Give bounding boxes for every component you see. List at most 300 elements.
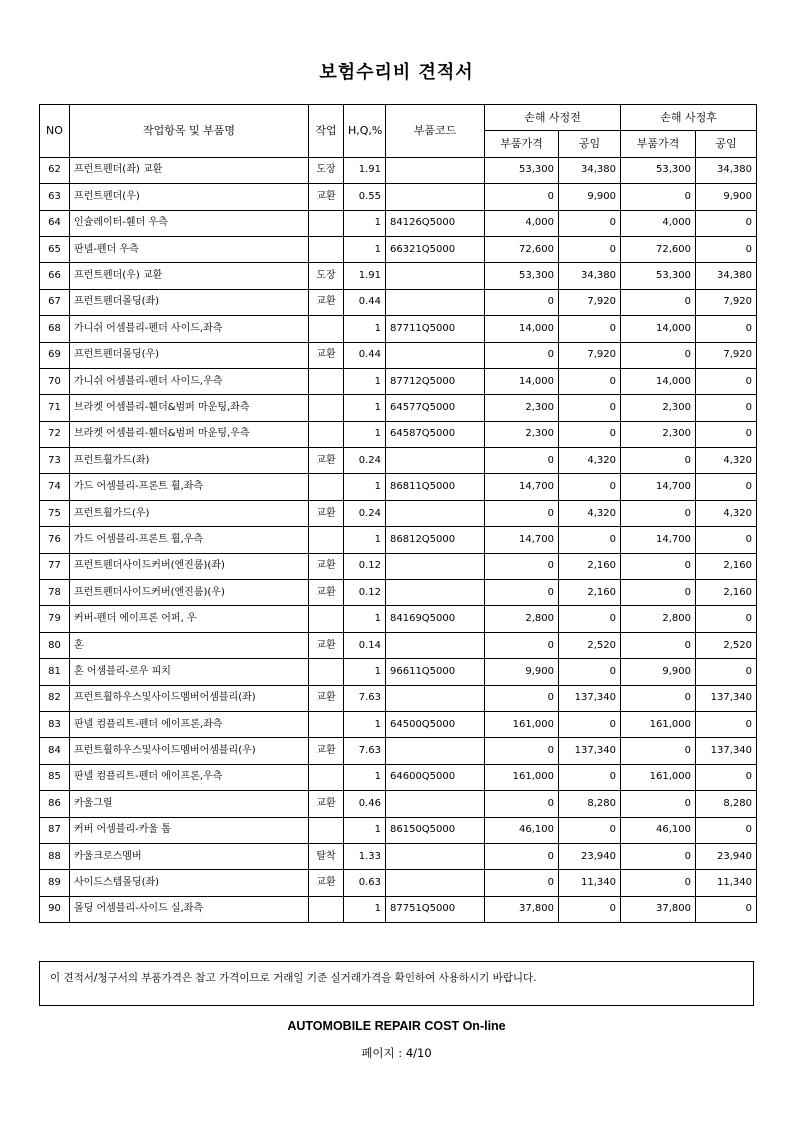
row-no: 69 — [40, 342, 70, 368]
row-part-code: 66321Q5000 — [386, 236, 485, 262]
table-row — [40, 843, 757, 869]
row-before-labor: 8,280 — [559, 791, 621, 817]
row-after-part-price: 14,000 — [621, 368, 696, 394]
row-after-part-price: 0 — [621, 342, 696, 368]
row-work-type: 교환 — [309, 632, 344, 658]
row-no: 65 — [40, 236, 70, 262]
row-no: 70 — [40, 368, 70, 394]
row-no: 89 — [40, 870, 70, 896]
row-before-part-price: 2,800 — [485, 606, 559, 632]
row-part-code — [386, 843, 485, 869]
row-before-part-price: 161,000 — [485, 711, 559, 737]
row-item-name: 카울그릴 — [70, 791, 309, 817]
row-after-labor: 0 — [696, 316, 757, 342]
row-part-code: 86150Q5000 — [386, 817, 485, 843]
table-row — [40, 738, 757, 764]
row-before-part-price: 0 — [485, 632, 559, 658]
table-row — [40, 870, 757, 896]
row-before-labor: 2,520 — [559, 632, 621, 658]
row-after-labor: 2,160 — [696, 580, 757, 606]
row-part-code: 64577Q5000 — [386, 395, 485, 421]
row-item-name: 판넬-펜더 우측 — [70, 236, 309, 262]
row-before-part-price: 53,300 — [485, 263, 559, 289]
row-item-name: 판넬 컴플리트-펜더 에이프론,좌측 — [70, 711, 309, 737]
row-no: 80 — [40, 632, 70, 658]
table-row — [40, 210, 757, 236]
row-after-labor: 9,900 — [696, 184, 757, 210]
table-row — [40, 289, 757, 315]
row-after-part-price: 0 — [621, 685, 696, 711]
row-no: 81 — [40, 659, 70, 685]
row-after-part-price: 53,300 — [621, 263, 696, 289]
table-row — [40, 632, 757, 658]
row-no: 68 — [40, 316, 70, 342]
table-row — [40, 527, 757, 553]
row-item-name: 프런트펜더(우) 교환 — [70, 263, 309, 289]
table-row — [40, 342, 757, 368]
row-after-labor: 137,340 — [696, 685, 757, 711]
row-no: 66 — [40, 263, 70, 289]
row-part-code: 64500Q5000 — [386, 711, 485, 737]
estimate-table — [39, 104, 757, 923]
header-before-labor: 공임 — [559, 131, 621, 157]
table-row — [40, 421, 757, 447]
row-before-part-price: 0 — [485, 685, 559, 711]
row-work-type — [309, 316, 344, 342]
estimate-table-body — [40, 157, 757, 922]
row-hq: 0.12 — [344, 580, 386, 606]
row-no: 72 — [40, 421, 70, 447]
row-item-name: 프런트휠하우스및사이드멤버어셈블리(우) — [70, 738, 309, 764]
row-part-code — [386, 157, 485, 183]
row-item-name: 프런트펜더사이드커버(엔진룸)(좌) — [70, 553, 309, 579]
row-hq: 1.91 — [344, 157, 386, 183]
row-after-part-price: 0 — [621, 870, 696, 896]
row-hq: 1 — [344, 711, 386, 737]
row-no: 73 — [40, 448, 70, 474]
row-item-name: 프런트휠가드(우) — [70, 500, 309, 526]
row-before-labor: 2,160 — [559, 580, 621, 606]
row-hq: 0.24 — [344, 448, 386, 474]
row-no: 84 — [40, 738, 70, 764]
table-row — [40, 184, 757, 210]
header-after-part-price: 부품가격 — [621, 131, 696, 157]
row-item-name: 몰딩 어셈블리-사이드 실,좌측 — [70, 896, 309, 922]
row-before-labor: 0 — [559, 210, 621, 236]
row-before-labor: 7,920 — [559, 342, 621, 368]
row-hq: 1 — [344, 421, 386, 447]
row-after-labor: 0 — [696, 527, 757, 553]
row-work-type — [309, 421, 344, 447]
row-hq: 0.46 — [344, 791, 386, 817]
row-no: 74 — [40, 474, 70, 500]
row-work-type: 교환 — [309, 289, 344, 315]
row-no: 62 — [40, 157, 70, 183]
row-work-type — [309, 395, 344, 421]
row-before-part-price: 72,600 — [485, 236, 559, 262]
row-item-name: 가니쉬 어셈블리-펜더 사이드,좌측 — [70, 316, 309, 342]
table-row — [40, 395, 757, 421]
row-part-code — [386, 870, 485, 896]
table-row — [40, 236, 757, 262]
row-after-part-price: 161,000 — [621, 711, 696, 737]
row-item-name: 사이드스텝몰딩(좌) — [70, 870, 309, 896]
row-before-part-price: 14,000 — [485, 316, 559, 342]
row-after-part-price: 9,900 — [621, 659, 696, 685]
row-item-name: 카울크로스멤버 — [70, 843, 309, 869]
row-work-type: 교환 — [309, 870, 344, 896]
row-before-labor: 0 — [559, 711, 621, 737]
row-item-name: 인슐레이터-휀더 우측 — [70, 210, 309, 236]
row-hq: 1 — [344, 527, 386, 553]
row-before-part-price: 2,300 — [485, 395, 559, 421]
row-hq: 7.63 — [344, 738, 386, 764]
row-after-labor: 0 — [696, 395, 757, 421]
row-no: 79 — [40, 606, 70, 632]
table-row — [40, 659, 757, 685]
table-row — [40, 474, 757, 500]
row-item-name: 프런트펜더(우) — [70, 184, 309, 210]
row-after-part-price: 161,000 — [621, 764, 696, 790]
row-item-name: 커버-펜더 에이프론 어퍼, 우 — [70, 606, 309, 632]
row-work-type: 탈착 — [309, 843, 344, 869]
table-row — [40, 316, 757, 342]
row-after-labor: 34,380 — [696, 263, 757, 289]
row-work-type: 교환 — [309, 342, 344, 368]
row-before-labor: 0 — [559, 421, 621, 447]
row-before-part-price: 53,300 — [485, 157, 559, 183]
row-hq: 1.91 — [344, 263, 386, 289]
row-before-labor: 0 — [559, 896, 621, 922]
row-before-part-price: 0 — [485, 738, 559, 764]
row-before-part-price: 4,000 — [485, 210, 559, 236]
row-work-type — [309, 606, 344, 632]
row-after-part-price: 14,700 — [621, 474, 696, 500]
row-no: 86 — [40, 791, 70, 817]
row-after-part-price: 53,300 — [621, 157, 696, 183]
row-before-labor: 0 — [559, 606, 621, 632]
row-hq: 1 — [344, 764, 386, 790]
row-part-code: 87711Q5000 — [386, 316, 485, 342]
row-after-part-price: 14,700 — [621, 527, 696, 553]
table-row — [40, 791, 757, 817]
row-part-code: 84126Q5000 — [386, 210, 485, 236]
row-before-labor: 0 — [559, 527, 621, 553]
row-no: 67 — [40, 289, 70, 315]
row-item-name: 가드 어셈블리-프론트 휠,우측 — [70, 527, 309, 553]
row-before-part-price: 161,000 — [485, 764, 559, 790]
row-item-name: 프런트펜더몰딩(좌) — [70, 289, 309, 315]
row-work-type: 교환 — [309, 553, 344, 579]
row-no: 85 — [40, 764, 70, 790]
row-part-code — [386, 685, 485, 711]
row-work-type — [309, 711, 344, 737]
row-work-type — [309, 474, 344, 500]
row-no: 83 — [40, 711, 70, 737]
row-hq: 1 — [344, 474, 386, 500]
row-work-type — [309, 764, 344, 790]
row-item-name: 혼 어셈블리-로우 피치 — [70, 659, 309, 685]
row-work-type: 교환 — [309, 448, 344, 474]
row-after-labor: 4,320 — [696, 500, 757, 526]
row-work-type: 교환 — [309, 580, 344, 606]
table-row — [40, 368, 757, 394]
document-title: 보험수리비 견적서 — [319, 62, 474, 83]
row-hq: 0.44 — [344, 289, 386, 315]
row-before-labor: 0 — [559, 817, 621, 843]
row-after-part-price: 2,300 — [621, 421, 696, 447]
row-item-name: 가니쉬 어셈블리-펜더 사이드,우측 — [70, 368, 309, 394]
row-after-part-price: 37,800 — [621, 896, 696, 922]
row-after-labor: 0 — [696, 896, 757, 922]
row-before-part-price: 0 — [485, 289, 559, 315]
row-after-labor: 0 — [696, 711, 757, 737]
row-no: 71 — [40, 395, 70, 421]
row-item-name: 프런트휠가드(좌) — [70, 448, 309, 474]
table-row — [40, 500, 757, 526]
row-after-part-price: 72,600 — [621, 236, 696, 262]
table-row — [40, 764, 757, 790]
row-after-part-price: 0 — [621, 843, 696, 869]
row-no: 75 — [40, 500, 70, 526]
row-before-labor: 137,340 — [559, 685, 621, 711]
row-after-labor: 0 — [696, 368, 757, 394]
row-work-type: 교환 — [309, 738, 344, 764]
row-after-part-price: 0 — [621, 738, 696, 764]
header-work: 작업 — [309, 105, 344, 158]
row-before-labor: 9,900 — [559, 184, 621, 210]
row-after-labor: 0 — [696, 210, 757, 236]
row-work-type — [309, 210, 344, 236]
header-before-part-price: 부품가격 — [485, 131, 559, 157]
header-no: NO — [40, 105, 70, 158]
row-before-labor: 0 — [559, 474, 621, 500]
row-part-code: 86812Q5000 — [386, 527, 485, 553]
header-item: 작업항목 및 부품명 — [70, 105, 309, 158]
row-before-part-price: 2,300 — [485, 421, 559, 447]
row-before-labor: 137,340 — [559, 738, 621, 764]
row-after-labor: 0 — [696, 817, 757, 843]
table-row — [40, 157, 757, 183]
price-notice: 이 견적서/청구서의 부품가격은 참고 가격이므로 거래일 기준 실거래가격을 확인하여 사용하시기 바랍니다. — [39, 961, 754, 1006]
row-after-labor: 2,160 — [696, 553, 757, 579]
row-before-labor: 0 — [559, 316, 621, 342]
row-after-labor: 0 — [696, 236, 757, 262]
row-hq: 0.14 — [344, 632, 386, 658]
row-item-name: 프런트휠하우스및사이드멤버어셈블리(좌) — [70, 685, 309, 711]
row-before-part-price: 0 — [485, 791, 559, 817]
row-after-part-price: 0 — [621, 289, 696, 315]
row-before-labor: 4,320 — [559, 500, 621, 526]
row-hq: 1 — [344, 395, 386, 421]
row-part-code — [386, 791, 485, 817]
row-item-name: 브라켓 어셈블리-휀더&범퍼 마운팅,우측 — [70, 421, 309, 447]
table-row — [40, 817, 757, 843]
row-before-part-price: 14,000 — [485, 368, 559, 394]
row-before-labor: 7,920 — [559, 289, 621, 315]
row-after-labor: 8,280 — [696, 791, 757, 817]
table-row — [40, 606, 757, 632]
row-item-name: 프런트펜더사이드커버(엔진룸)(우) — [70, 580, 309, 606]
table-row — [40, 896, 757, 922]
row-part-code — [386, 632, 485, 658]
row-after-labor: 0 — [696, 421, 757, 447]
row-part-code — [386, 500, 485, 526]
row-before-labor: 0 — [559, 236, 621, 262]
row-before-part-price: 0 — [485, 184, 559, 210]
row-part-code: 84169Q5000 — [386, 606, 485, 632]
row-before-part-price: 0 — [485, 553, 559, 579]
table-row — [40, 711, 757, 737]
row-before-part-price: 37,800 — [485, 896, 559, 922]
row-no: 63 — [40, 184, 70, 210]
row-before-labor: 34,380 — [559, 157, 621, 183]
row-no: 78 — [40, 580, 70, 606]
table-row — [40, 553, 757, 579]
row-no: 82 — [40, 685, 70, 711]
header-after-labor: 공임 — [696, 131, 757, 157]
row-no: 76 — [40, 527, 70, 553]
row-after-labor: 0 — [696, 606, 757, 632]
row-work-type: 도장 — [309, 157, 344, 183]
row-after-labor: 0 — [696, 764, 757, 790]
row-hq: 1 — [344, 659, 386, 685]
row-before-part-price: 0 — [485, 500, 559, 526]
row-after-labor: 0 — [696, 474, 757, 500]
row-part-code: 87712Q5000 — [386, 368, 485, 394]
row-hq: 0.24 — [344, 500, 386, 526]
row-item-name: 가드 어셈블리-프론트 휠,좌측 — [70, 474, 309, 500]
row-hq: 1 — [344, 896, 386, 922]
row-hq: 1 — [344, 368, 386, 394]
row-after-part-price: 0 — [621, 184, 696, 210]
row-after-part-price: 0 — [621, 580, 696, 606]
row-after-part-price: 46,100 — [621, 817, 696, 843]
row-part-code — [386, 738, 485, 764]
row-hq: 0.12 — [344, 553, 386, 579]
footer-brand: AUTOMOBILE REPAIR COST On-line — [287, 1019, 506, 1033]
row-after-part-price: 0 — [621, 553, 696, 579]
header-after: 손해 사정후 — [621, 105, 757, 131]
row-part-code — [386, 342, 485, 368]
row-work-type — [309, 527, 344, 553]
row-after-labor: 23,940 — [696, 843, 757, 869]
row-before-labor: 0 — [559, 395, 621, 421]
row-after-labor: 2,520 — [696, 632, 757, 658]
row-hq: 0.55 — [344, 184, 386, 210]
table-row — [40, 448, 757, 474]
row-part-code: 96611Q5000 — [386, 659, 485, 685]
row-after-labor: 11,340 — [696, 870, 757, 896]
row-item-name: 브라켓 어셈블리-휀더&범퍼 마운팅,좌측 — [70, 395, 309, 421]
row-after-part-price: 2,300 — [621, 395, 696, 421]
row-work-type: 도장 — [309, 263, 344, 289]
row-hq: 1 — [344, 236, 386, 262]
row-after-part-price: 0 — [621, 500, 696, 526]
row-hq: 1 — [344, 606, 386, 632]
row-work-type — [309, 817, 344, 843]
row-before-part-price: 14,700 — [485, 474, 559, 500]
row-no: 87 — [40, 817, 70, 843]
table-row — [40, 580, 757, 606]
row-no: 77 — [40, 553, 70, 579]
row-hq: 0.44 — [344, 342, 386, 368]
row-after-labor: 0 — [696, 659, 757, 685]
row-after-part-price: 0 — [621, 791, 696, 817]
row-hq: 1 — [344, 210, 386, 236]
row-part-code — [386, 448, 485, 474]
row-part-code — [386, 263, 485, 289]
row-before-labor: 2,160 — [559, 553, 621, 579]
row-hq: 0.63 — [344, 870, 386, 896]
header-before: 손해 사정전 — [485, 105, 621, 131]
row-work-type: 교환 — [309, 500, 344, 526]
table-header-row-1 — [40, 105, 757, 131]
row-part-code: 87751Q5000 — [386, 896, 485, 922]
row-part-code — [386, 289, 485, 315]
row-item-name: 프런트펜더몰딩(우) — [70, 342, 309, 368]
row-work-type — [309, 659, 344, 685]
row-part-code — [386, 184, 485, 210]
row-before-part-price: 9,900 — [485, 659, 559, 685]
row-after-labor: 137,340 — [696, 738, 757, 764]
table-row — [40, 263, 757, 289]
row-before-part-price: 0 — [485, 580, 559, 606]
row-before-labor: 11,340 — [559, 870, 621, 896]
table-row — [40, 685, 757, 711]
row-work-type — [309, 236, 344, 262]
row-before-part-price: 46,100 — [485, 817, 559, 843]
row-item-name: 판넬 컴플리트-펜더 에이프론,우측 — [70, 764, 309, 790]
row-after-part-price: 4,000 — [621, 210, 696, 236]
page-number: 페이지 : 4/10 — [361, 1046, 432, 1060]
row-before-labor: 0 — [559, 368, 621, 394]
row-before-part-price: 14,700 — [485, 527, 559, 553]
row-after-labor: 7,920 — [696, 289, 757, 315]
row-no: 64 — [40, 210, 70, 236]
row-hq: 7.63 — [344, 685, 386, 711]
row-before-labor: 0 — [559, 659, 621, 685]
row-before-labor: 4,320 — [559, 448, 621, 474]
row-work-type — [309, 896, 344, 922]
row-before-part-price: 0 — [485, 843, 559, 869]
row-before-part-price: 0 — [485, 870, 559, 896]
row-after-labor: 7,920 — [696, 342, 757, 368]
header-hq: H,Q,% — [344, 105, 386, 158]
row-before-part-price: 0 — [485, 342, 559, 368]
row-item-name: 커버 어셈블리-카울 톱 — [70, 817, 309, 843]
header-code: 부품코드 — [386, 105, 485, 158]
row-hq: 1.33 — [344, 843, 386, 869]
row-no: 90 — [40, 896, 70, 922]
row-item-name: 프런트펜더(좌) 교환 — [70, 157, 309, 183]
row-after-part-price: 14,000 — [621, 316, 696, 342]
row-part-code: 64600Q5000 — [386, 764, 485, 790]
row-before-labor: 34,380 — [559, 263, 621, 289]
row-after-labor: 34,380 — [696, 157, 757, 183]
row-after-part-price: 0 — [621, 448, 696, 474]
row-work-type: 교환 — [309, 184, 344, 210]
row-part-code: 64587Q5000 — [386, 421, 485, 447]
row-hq: 1 — [344, 817, 386, 843]
row-after-part-price: 0 — [621, 632, 696, 658]
row-after-part-price: 2,800 — [621, 606, 696, 632]
row-no: 88 — [40, 843, 70, 869]
row-hq: 1 — [344, 316, 386, 342]
row-item-name: 혼 — [70, 632, 309, 658]
row-work-type: 교환 — [309, 685, 344, 711]
row-before-labor: 23,940 — [559, 843, 621, 869]
